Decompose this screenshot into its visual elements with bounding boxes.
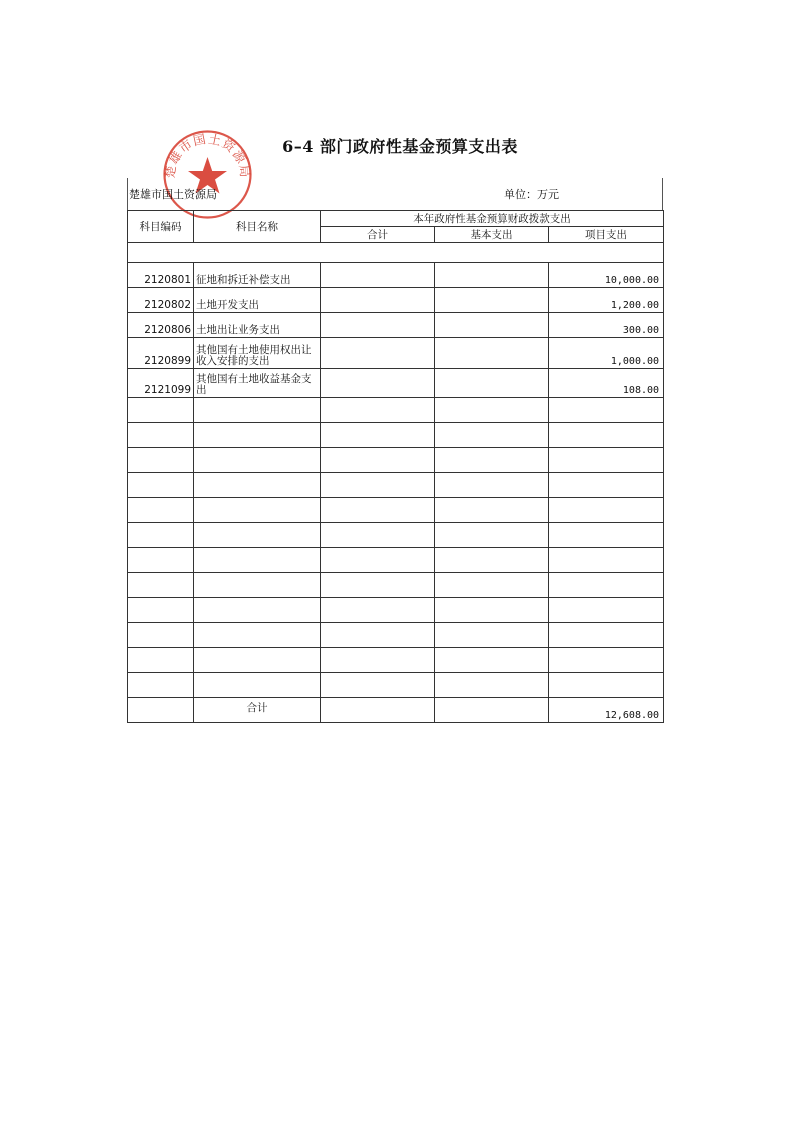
empty-row — [128, 673, 664, 698]
expenditure-table — [127, 210, 664, 723]
row-basic — [435, 338, 549, 369]
row-project: 108.00 — [549, 369, 664, 398]
row-basic — [435, 313, 549, 338]
row-total — [321, 288, 435, 313]
total-basic — [435, 698, 549, 723]
empty-row — [128, 398, 664, 423]
header-name: 科目名称 — [194, 211, 321, 243]
row-name: 其他国有土地使用权出让收入安排的支出 — [194, 338, 321, 369]
empty-row — [128, 623, 664, 648]
empty-row — [128, 448, 664, 473]
frame-edge-left — [127, 178, 128, 210]
row-total — [321, 263, 435, 288]
total-project: 12,608.00 — [549, 698, 664, 723]
row-name: 土地出让业务支出 — [194, 313, 321, 338]
row-code: 2120802 — [128, 288, 194, 313]
row-code: 2120899 — [128, 338, 194, 369]
row-name: 土地开发支出 — [194, 288, 321, 313]
table-row — [128, 263, 664, 288]
empty-row — [128, 473, 664, 498]
official-seal-stamp — [160, 127, 255, 222]
row-basic — [435, 263, 549, 288]
frame-edge-right — [662, 178, 663, 210]
row-project: 1,000.00 — [549, 338, 664, 369]
row-code: 2120806 — [128, 313, 194, 338]
header-project: 项目支出 — [549, 227, 664, 243]
header-total: 合计 — [321, 227, 435, 243]
row-name: 其他国有土地收益基金支出 — [194, 369, 321, 398]
empty-row — [128, 498, 664, 523]
row-total — [321, 369, 435, 398]
organization-name: 楚雄市国土资源局 — [129, 188, 217, 201]
row-total — [321, 338, 435, 369]
row-basic — [435, 369, 549, 398]
empty-row — [128, 548, 664, 573]
row-name: 征地和拆迁补偿支出 — [194, 263, 321, 288]
spacer-row — [128, 243, 664, 263]
header-basic: 基本支出 — [435, 227, 549, 243]
svg-text:楚雄市国土资源局: 楚雄市国土资源局 — [162, 130, 253, 180]
row-code: 2121099 — [128, 369, 194, 398]
header-group: 本年政府性基金预算财政拨款支出 — [321, 211, 664, 227]
row-total — [321, 313, 435, 338]
table-row — [128, 369, 664, 398]
table-row — [128, 288, 664, 313]
total-row — [128, 698, 664, 723]
row-project: 1,200.00 — [549, 288, 664, 313]
row-project: 10,000.00 — [549, 263, 664, 288]
empty-row — [128, 523, 664, 548]
row-code: 2120801 — [128, 263, 194, 288]
table-row — [128, 313, 664, 338]
total-label: 合计 — [194, 698, 321, 723]
total-sum — [321, 698, 435, 723]
empty-row — [128, 573, 664, 598]
empty-row — [128, 598, 664, 623]
empty-row — [128, 648, 664, 673]
row-project: 300.00 — [549, 313, 664, 338]
row-basic — [435, 288, 549, 313]
header-code: 科目编码 — [128, 211, 194, 243]
empty-row — [128, 423, 664, 448]
page-title: 6–4 部门政府性基金预算支出表 — [282, 137, 518, 156]
table-row — [128, 338, 664, 369]
unit-label: 单位：万元 — [504, 188, 559, 201]
